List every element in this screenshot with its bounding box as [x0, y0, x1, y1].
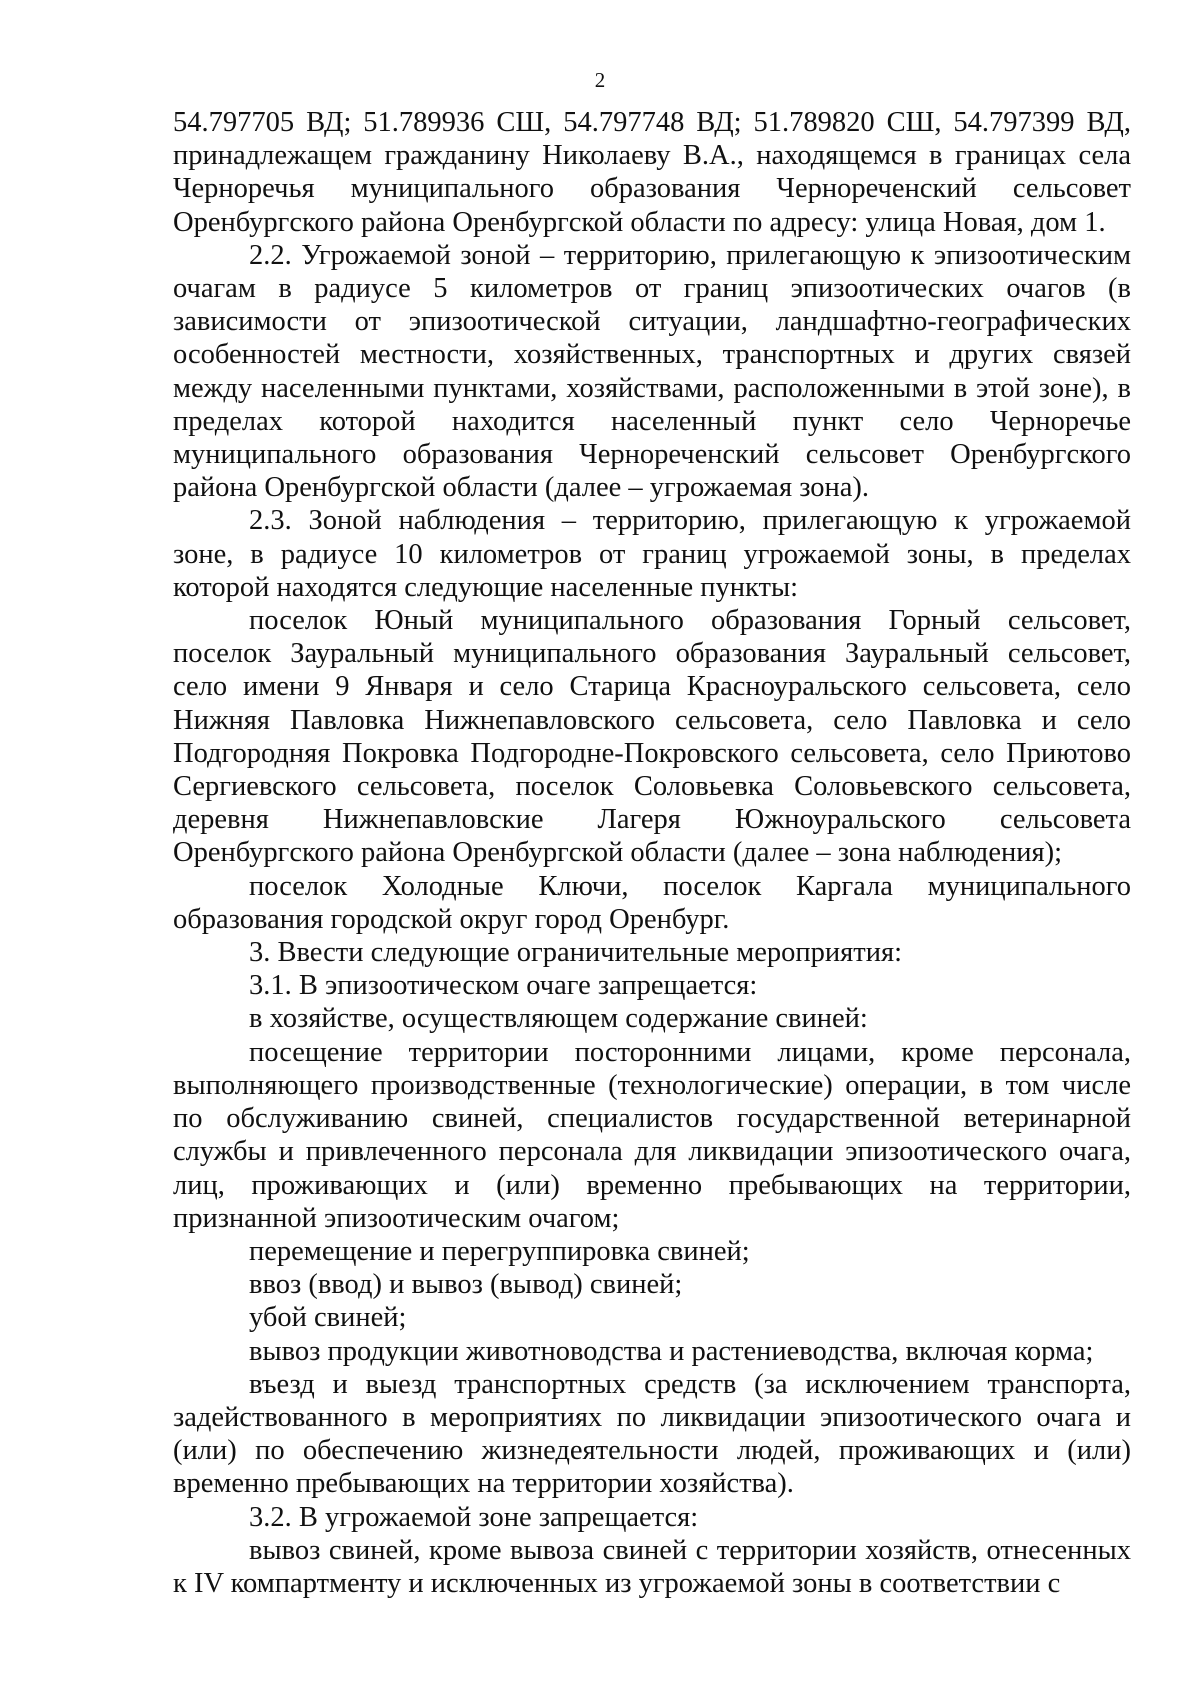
paragraph: посещение территории посторонними лицами, кроме персонала, выполняющего производственные (технологические) операции, в том числе по обслуживанию свиней, специалистов государственной ветеринарной службы и привлеченного персонала для ликвидации эпизоотического очага, лиц, проживающих и (или) временно пребывающих на территории, признанной эпизоотическим очагом;: [173, 1036, 1131, 1234]
paragraph: ввоз (ввод) и вывоз (вывод) свиней;: [249, 1269, 683, 1301]
paragraph: въезд и выезд транспортных средств (за исключением транспорта, задействованного в мероприятиях по ликвидации эпизоотического очага и (или) по обеспечению жизнедеятельности людей, проживающих и (или) временно пребывающих на территории хозяйства).: [173, 1368, 1131, 1500]
paragraph: 2.2. Угрожаемой зоной – территорию, прилегающую к эпизоотическим очагам в радиусе 5 километров от границ эпизоотических очагов (в зависимости от эпизоотической ситуации, ландшафтно-географических особенностей местности, хозяйственных, транспортных и других связей между населенными пунктами, хозяйствами, расположенными в этой зоне), в пределах которой находится населенный пункт село Черноречье муниципального образования Чернореченский сельсовет Оренбургского района Оренбургской области (далее – угрожаемая зона).: [173, 239, 1131, 504]
paragraph: 2.3. Зоной наблюдения – территорию, прилегающую к угрожаемой зоне, в радиусе 10 километров от границ угрожаемой зоны, в пределах которой находятся следующие населенные пункты:: [173, 505, 1131, 603]
paragraph: перемещение и перегруппировка свиней;: [249, 1235, 750, 1267]
paragraph: 54.797705 ВД; 51.789936 СШ, 54.797748 ВД; 51.789820 СШ, 54.797399 ВД, принадлежащем гражданину Николаеву В.А., находящемся в границах села Черноречья муниципального образования Чернореченский сельсовет Оренбургского района Оренбургской области по адресу: улица Новая, дом 1.: [173, 107, 1131, 238]
paragraph: 3.1. В эпизоотическом очаге запрещается:: [249, 970, 758, 1002]
paragraph: вывоз свиней, кроме вывоза свиней с территории хозяйств, отнесенных к IV компартменту и исключенных из угрожаемой зоны в соответствии с: [173, 1534, 1131, 1599]
page-number: 2: [594, 68, 606, 92]
paragraph: 3. Ввести следующие ограничительные мероприятия:: [249, 937, 903, 969]
paragraph: поселок Юный муниципального образования Горный сельсовет, поселок Зауральный муниципального образования Зауральный сельсовет, село имени 9 Января и село Старица Красноуральского сельсовета, село Нижняя Павловка Нижнепавловского сельсовета, село Павловка и село Подгородняя Покровка Подгородне-Покровского сельсовета, село Приютово Сергиевского сельсовета, поселок Соловьевка Соловьевского сельсовета, деревня Нижнепавловские Лагеря Южноуральского сельсовета Оренбургского района Оренбургской области (далее – зона наблюдения);: [173, 605, 1131, 869]
paragraph: в хозяйстве, осуществляющем содержание свиней:: [249, 1003, 868, 1035]
paragraph: 3.2. В угрожаемой зоне запрещается:: [249, 1501, 699, 1533]
paragraph: убой свиней;: [249, 1302, 407, 1334]
paragraph: поселок Холодные Ключи, поселок Каргала муниципального образования городской округ город Оренбург.: [173, 870, 1131, 935]
paragraph: вывоз продукции животноводства и растениеводства, включая корма;: [249, 1335, 1094, 1367]
document-body: [173, 106, 1131, 1600]
